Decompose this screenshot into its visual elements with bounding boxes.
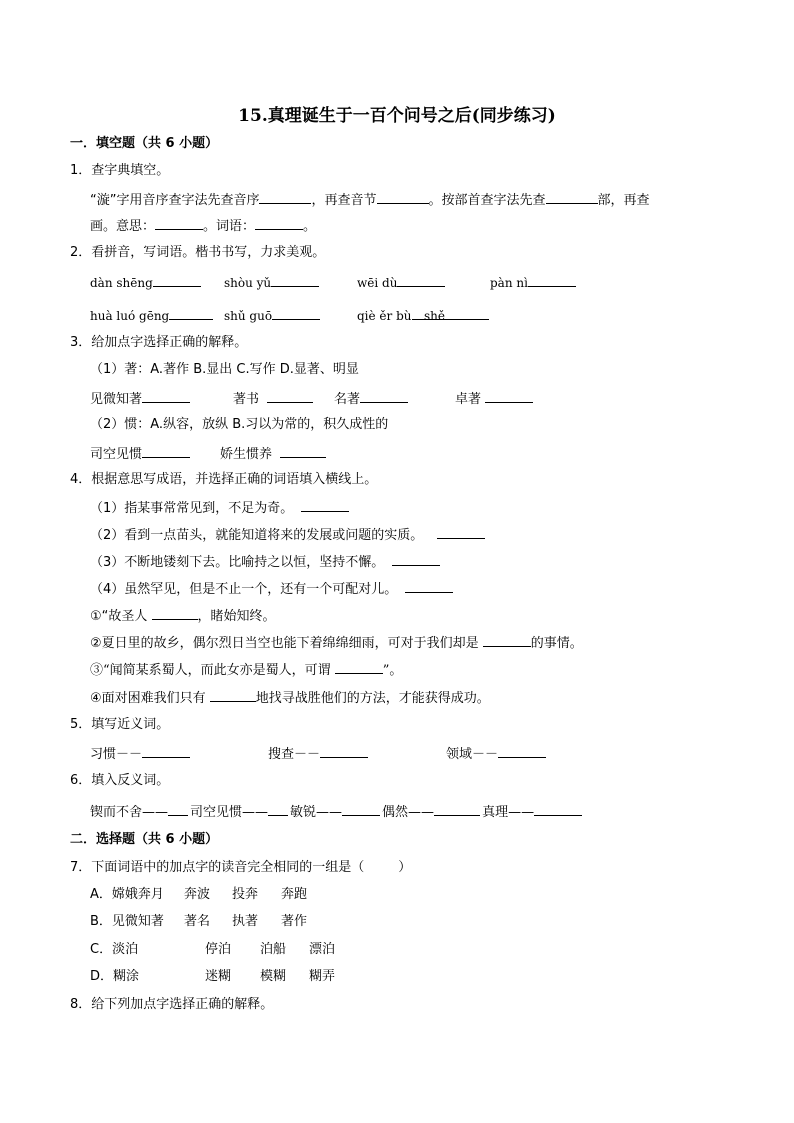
answer-blank[interactable] (142, 444, 190, 458)
pinyin-item (224, 306, 320, 325)
word-text: 司空见惯—— (190, 805, 269, 820)
word-text: 见微知著 (90, 392, 143, 407)
pinyin-item (424, 306, 489, 325)
option-word: 奔跑 (281, 887, 308, 902)
question-5-stem: 5．填写近义词。 (70, 717, 170, 732)
option-word: 见微知著 (111, 914, 164, 929)
pinyin-text: qiè ěr bù (357, 309, 412, 323)
meaning-text: （4）虽然罕见，但是不止一个，还有一个可配对儿。 (90, 582, 398, 597)
meaning-text: （2）看到一点苗头，就能知道将来的发展或问题的实质。 (90, 528, 424, 543)
q1-text-g: 。 (303, 219, 317, 234)
answer-blank[interactable] (546, 190, 598, 204)
synonym-item (446, 744, 546, 764)
answer-blank[interactable] (142, 744, 190, 758)
option-label: A． (90, 887, 112, 902)
section-heading-fill-in: 一．填空题（共 6 小题） (70, 136, 219, 151)
answer-blank[interactable] (168, 802, 188, 816)
word-text: 真理—— (482, 805, 535, 820)
sentence-text: ④面对困难我们只有 (90, 691, 210, 706)
option-word: 执著 (232, 914, 259, 929)
section-heading-choice: 二．选择题（共 6 小题） (70, 832, 219, 847)
q1-text-c: 。按部首查字法先查 (428, 193, 546, 208)
meaning-text: （3）不断地镂刻下去。比喻持之以恒，坚持不懈。 (90, 555, 385, 570)
q1-text-a: “漩”字用音序查字法先查音序 (90, 193, 260, 208)
pinyin-text: shòu yǔ (224, 276, 272, 290)
choice-option-d[interactable] (90, 968, 139, 986)
q4-sentence-2 (90, 633, 583, 653)
answer-blank[interactable] (153, 273, 201, 287)
word-text: 锲而不舍—— (90, 805, 169, 820)
word-text: 领域－－ (446, 747, 499, 762)
sentence-text: ”。 (382, 663, 403, 678)
answer-blank[interactable] (268, 802, 288, 816)
option-word: 迷糊 (205, 969, 232, 984)
q3-word-item (455, 389, 533, 409)
option-word: 淡泊 (112, 942, 139, 957)
answer-blank[interactable] (267, 389, 313, 403)
answer-blank[interactable] (155, 216, 203, 230)
answer-blank[interactable] (445, 306, 489, 320)
sentence-text: ，睹始知终。 (197, 609, 276, 624)
q3-word-item (233, 389, 313, 409)
sentence-text: 的事情。 (530, 636, 583, 651)
sentence-text: 地找寻战胜他们的方法，才能获得成功。 (255, 691, 490, 706)
option-word: 模糊 (260, 969, 287, 984)
q4-sentence-1 (90, 606, 276, 626)
choice-option-c[interactable] (90, 941, 138, 959)
answer-blank[interactable] (360, 389, 408, 403)
answer-blank[interactable] (335, 660, 383, 674)
word-text: 著书 (233, 392, 260, 407)
stem-text: ） (398, 860, 412, 875)
question-3-stem: 3．给加点字选择正确的解释。 (70, 335, 248, 350)
sentence-text: ②夏日里的故乡，偶尔烈日当空也能下着绵绵细雨，可对于我们却是 (90, 636, 483, 651)
q4-meaning-item (90, 498, 349, 518)
option-word: 投奔 (232, 887, 259, 902)
pinyin-text: shě (424, 309, 445, 323)
word-text: 名著 (334, 392, 361, 407)
option-word: 著名 (184, 914, 211, 929)
question-7-stem (70, 859, 411, 877)
answer-blank[interactable] (342, 802, 380, 816)
question-6-stem: 6．填入反义词。 (70, 773, 170, 788)
q1-text-d: 部，再查 (597, 193, 650, 208)
question-1-line-1 (90, 190, 650, 210)
pinyin-item (90, 273, 201, 292)
answer-blank[interactable] (483, 633, 531, 647)
word-text: 司空见惯 (90, 447, 143, 462)
meaning-text: （1）指某事常常见到，不足为奇。 (90, 501, 294, 516)
word-text: 娇生惯养 (220, 447, 273, 462)
answer-blank[interactable] (301, 498, 349, 512)
q4-meaning-item (90, 525, 485, 545)
q4-sentence-3 (90, 660, 402, 680)
q3-word-item (220, 444, 326, 464)
antonym-row (90, 802, 582, 822)
question-1-stem: 1．查字典填空。 (70, 163, 170, 178)
question-8-stem: 8．给下列加点字选择正确的解释。 (70, 997, 274, 1012)
question-2-stem: 2．看拼音，写词语。楷书书写，力求美观。 (70, 245, 326, 260)
q1-text-b: ，再查音节 (311, 193, 377, 208)
option-word: 糊涂 (113, 969, 140, 984)
pinyin-text: pàn nì (490, 276, 528, 290)
question-4-stem: 4．根据意思写成语，并选择正确的词语填入横线上。 (70, 472, 378, 487)
word-text: 习惯－－ (90, 747, 143, 762)
option-word: 漂泊 (309, 942, 336, 957)
option-word: 停泊 (205, 942, 232, 957)
answer-blank[interactable] (210, 688, 256, 702)
q1-text-e: 画。意思： (90, 219, 156, 234)
pinyin-text: wēi dù (357, 276, 398, 290)
pinyin-item (490, 273, 576, 292)
pinyin-text: dàn shēng (90, 276, 153, 290)
choice-option-a[interactable] (90, 886, 164, 904)
q4-sentence-4 (90, 688, 490, 708)
page-title: 15.真理诞生于一百个问号之后(同步练习) (238, 106, 556, 126)
pinyin-item (224, 273, 319, 292)
answer-blank[interactable] (259, 190, 311, 204)
pinyin-item (357, 273, 445, 292)
answer-blank[interactable] (405, 579, 453, 593)
answer-blank[interactable] (271, 273, 319, 287)
answer-blank[interactable] (169, 306, 213, 320)
q4-meaning-item (90, 552, 440, 572)
q3-word-item (334, 389, 408, 409)
pinyin-item (90, 306, 213, 325)
answer-blank[interactable] (272, 306, 320, 320)
word-text: 卓著 (455, 392, 482, 407)
answer-blank[interactable] (528, 273, 576, 287)
synonym-item (268, 744, 368, 764)
q3-word-item (90, 389, 190, 409)
answer-blank[interactable] (392, 552, 440, 566)
answer-blank[interactable] (534, 802, 582, 816)
q3-part-1-options: （1）著：A.著作 B.显出 C.写作 D.显著、明显 (90, 362, 359, 377)
answer-blank[interactable] (280, 444, 326, 458)
q3-part-2-options: （2）惯：A.纵容，放纵 B.习以为常的，积久成性的 (90, 417, 389, 432)
answer-blank[interactable] (320, 744, 368, 758)
option-word: 著作 (281, 914, 308, 929)
answer-blank[interactable] (437, 525, 485, 539)
word-text: 搜查－－ (268, 747, 321, 762)
option-word: 糊弄 (309, 969, 336, 984)
word-text: 偶然—— (382, 805, 435, 820)
pinyin-text: shǔ guō (224, 309, 273, 323)
pinyin-text: huà luó gēng (90, 309, 170, 323)
option-label: B． (90, 914, 112, 929)
sentence-text: ①“故圣人 (90, 609, 152, 624)
answer-blank[interactable] (255, 216, 303, 230)
answer-blank[interactable] (397, 273, 445, 287)
word-text: 敏锐—— (290, 805, 343, 820)
option-word: 泊船 (260, 942, 287, 957)
answer-blank[interactable] (142, 389, 190, 403)
option-label: C． (90, 942, 113, 957)
stem-text: 7．下面词语中的加点字的读音完全相同的一组是（ (70, 860, 365, 875)
choice-option-b[interactable] (90, 913, 164, 931)
question-1-line-2 (90, 216, 316, 236)
answer-blank[interactable] (152, 606, 198, 620)
answer-blank[interactable] (434, 802, 480, 816)
q4-meaning-item (90, 579, 453, 599)
answer-blank[interactable] (377, 190, 429, 204)
answer-blank[interactable] (498, 744, 546, 758)
option-word: 嫦娥奔月 (111, 887, 164, 902)
q3-word-item (90, 444, 190, 464)
answer-blank[interactable] (485, 389, 533, 403)
sentence-text: ③“闻简某系蜀人，而此女亦是蜀人，可谓 (90, 663, 335, 678)
q1-text-f: 。词语： (203, 219, 256, 234)
synonym-item (90, 744, 190, 764)
option-word: 奔波 (184, 887, 211, 902)
option-label: D． (90, 969, 114, 984)
